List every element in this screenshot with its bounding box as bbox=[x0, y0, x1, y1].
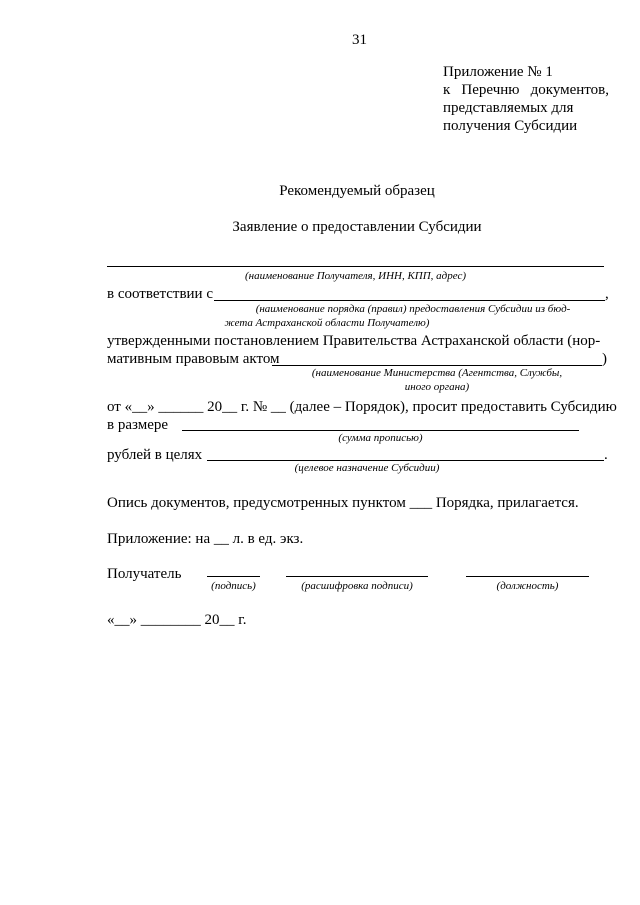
according-suffix: , bbox=[605, 286, 609, 302]
signature-label: Получатель bbox=[107, 566, 182, 582]
approved-line-2-prefix: мативным правовым актом bbox=[107, 351, 280, 367]
appendix-line-2-right: документов, bbox=[530, 82, 609, 98]
document-title: Заявление о предоставлении Субсидии bbox=[232, 219, 482, 235]
approved-line-1: утвержденными постановлением Правительства Астраханской области (нор- bbox=[107, 333, 601, 349]
date-footer: «__» ________ 20__ г. bbox=[107, 612, 247, 628]
signature-decode-line bbox=[286, 576, 428, 577]
according-prefix: в соответствии с bbox=[107, 286, 213, 302]
signature-position-note: (должность) bbox=[496, 580, 559, 592]
appendix-line-3: представляемых для bbox=[443, 100, 574, 116]
procedure-field-line bbox=[214, 300, 605, 301]
appendix-line-2-left: к bbox=[443, 82, 451, 98]
attachment-text: Приложение: на __ л. в ед. экз. bbox=[107, 531, 304, 547]
approved-line-2-suffix: ) bbox=[602, 351, 607, 367]
inventory-text: Опись документов, предусмотренных пунктом ___ Порядка, прилагается. bbox=[107, 495, 579, 511]
appendix-line-2 bbox=[443, 81, 609, 99]
normative-act-field-line bbox=[272, 365, 602, 366]
signature-position-line bbox=[466, 576, 589, 577]
amount-field-line bbox=[182, 430, 579, 431]
purpose-field-line bbox=[207, 460, 604, 461]
signature-decode-note: (расшифровка подписи) bbox=[301, 580, 413, 592]
amount-prefix: в размере bbox=[107, 417, 169, 433]
signature-sign-line bbox=[207, 576, 260, 577]
ministry-note-1: (наименование Министерства (Агентства, Службы, bbox=[311, 367, 563, 379]
appendix-line-4: получения Субсидии bbox=[443, 118, 578, 134]
procedure-note-2: жета Астраханской области Получателю) bbox=[224, 317, 430, 329]
recipient-note: (наименование Получателя, ИНН, КПП, адрес) bbox=[244, 270, 467, 282]
procedure-note-1: (наименование порядка (правил) предоставления Субсидии из бюд- bbox=[255, 303, 571, 315]
sample-heading: Рекомендуемый образец bbox=[279, 183, 435, 199]
date-number-line: от «__» ______ 20__ г. № __ (далее – Порядок), просит предоставить Субсидию bbox=[107, 399, 617, 415]
amount-note: (сумма прописью) bbox=[338, 432, 423, 444]
purpose-note: (целевое назначение Субсидии) bbox=[294, 462, 440, 474]
recipient-field-line bbox=[107, 266, 604, 267]
signature-sign-note: (подпись) bbox=[211, 580, 256, 592]
appendix-line-1: Приложение № 1 bbox=[443, 64, 553, 80]
ministry-note-2: иного органа) bbox=[404, 381, 470, 393]
purpose-prefix: рублей в целях bbox=[107, 447, 203, 463]
purpose-suffix: . bbox=[604, 447, 608, 463]
page-number: 31 bbox=[352, 32, 367, 48]
appendix-line-2-mid: Перечню bbox=[461, 82, 520, 98]
